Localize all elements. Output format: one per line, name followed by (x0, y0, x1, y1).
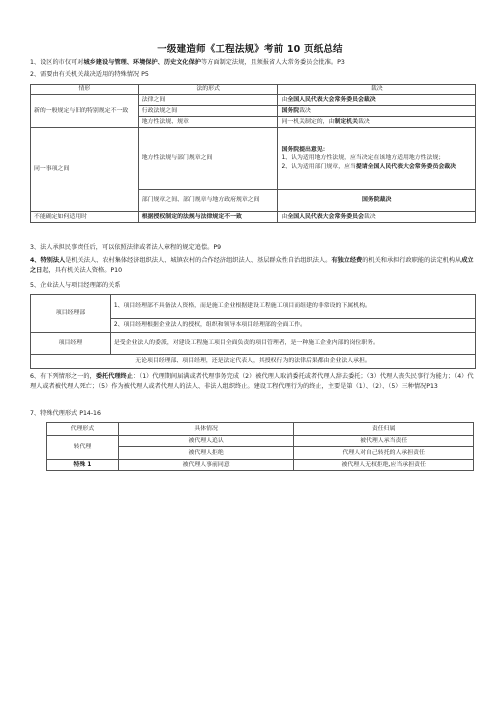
table-row (31, 355, 476, 369)
table1-header-row (31, 85, 476, 95)
p1-bold: 城乡建设与管理、环境保护、历史文化保护 (83, 59, 201, 66)
table3-group-label: 转代理 (47, 436, 119, 460)
page-title: 一级建造师《工程法规》考前 10 页纸总结 (157, 44, 343, 55)
table-row (47, 436, 474, 447)
table-special-cases (30, 84, 476, 223)
table3-liability: 被代理人承当责任 (294, 436, 474, 447)
table1-cell-form: 部门规章之间、部门规章与地方政府规章之间 (138, 190, 278, 212)
paragraph-6: 6、有下列情形之一的，委托代理终止：（1）代理期间届满或者代理事务完成（2）被代理人取消委托或者代理人辞去委托；（3）代理人丧失民事行为能力；（4）代理人或者被代理人死亡；（5）作为被代理人或者代理人的法人、非法人组织终止。建设工程代理行为的终止，主要是第（1）、（2）、（5）三种情况P13 (30, 373, 474, 390)
table1-cell-form: 行政法规之间 (138, 106, 278, 117)
paragraph-3: 3、法人承担民事责任后，可以依照法律或者法人章程的规定追偿。P9 (30, 244, 222, 251)
paragraph-7: 7、特殊代理形式 P14-16 (30, 410, 101, 417)
table1-group1-label: 新的一般规定与旧的特别规定不一致 (31, 95, 139, 128)
paragraph-1 (30, 58, 476, 68)
paragraph-4: 4、特别法人是机关法人、农村集体经济组织法人、城镇农村的合作经济组织法人、基层群众性自治组织法人。有独立经费的机关和承担行政职能的法定机构从成立之日起，具有机关法人资格。P10 (30, 257, 474, 274)
table1-cell-form: 地方性法规、规章 (138, 117, 278, 128)
table1-cell-ruling: 国务院提出意见： 1、认为适用地方性法规，应当决定在该地方适用地方性法规； 2、认为适用部门规章，应当提请全国人民代表大会常务委员会裁决 (278, 128, 476, 190)
table-row (31, 95, 476, 106)
table1-cell-form: 地方性法规与部门规章之间 (138, 128, 278, 190)
table1-last-label: 不能确定如何适用时 (31, 212, 139, 223)
table1-cell-ruling: 国务院裁决 (278, 190, 476, 212)
table3-situation: 被代理人事前同意 (118, 460, 294, 471)
table3-header: 具体情况 (118, 423, 294, 436)
table1-header: 裁决 (278, 85, 476, 95)
table3-situation: 被代理人追认 (118, 436, 294, 447)
paragraph-5: 5、企业法人与项目经理部的关系 (30, 282, 121, 289)
table1-cell-form: 根据授权制定的法规与法律规定不一致 (138, 212, 278, 223)
table1-header: 情形 (31, 85, 139, 95)
table1-cell-ruling: 由全国人民代表大会常务委员会裁决 (278, 212, 476, 223)
table2-dept-label: 项目经理部 (31, 295, 111, 333)
table-enterprise-project (30, 294, 476, 369)
table3-header: 代理形式 (47, 423, 119, 436)
table2-mgr-text: 是受企业法人的委派，对建设工程施工项目全面负责的项目管理者，是一种施工企业内部的岗位职务。 (110, 333, 475, 355)
table1-cell-form: 法律之间 (138, 95, 278, 106)
table-row (31, 128, 476, 190)
table-row (47, 460, 474, 471)
table2-mgr-label: 项目经理 (31, 333, 111, 355)
table2-footer: 无论项目经理部、项目经理，还是法定代表人，其授权行为的法律后果都由企业法人承担。 (31, 355, 476, 369)
p1-prefix: 1、设区的市仅可对 (30, 59, 84, 66)
table1-cell-ruling: 由全国人民代表大会常务委员会裁决 (278, 95, 476, 106)
table-row (31, 212, 476, 223)
table1-group2-label: 同一事项之间 (31, 128, 139, 212)
p1-suffix: 等方面制定法规，且须报省人大常务委员会批准。P3 (201, 59, 345, 66)
table3-special-label: 特殊 1 (47, 460, 119, 471)
paragraph-2: 2、需要由有关机关裁决适用的特殊情况 P5 (30, 71, 149, 78)
table2-dept-line1: 1、项目经理部不具备法人资格，而是施工企业根据建设工程施工项目而组建的非常设的下属机构。 (110, 295, 475, 319)
table-special-agency (46, 422, 474, 471)
table2-dept-line2: 2、项目经理根据企业法人的授权，组织和领导本项目经理部的全面工作。 (110, 319, 475, 333)
table3-situation: 被代理人拒绝 (118, 447, 294, 460)
table1-header: 法的形式 (138, 85, 278, 95)
table1-cell-ruling: 国务院裁决 (278, 106, 476, 117)
table3-header-row (47, 423, 474, 436)
table3-liability: 被代理人无权拒绝,应当承担责任 (294, 460, 474, 471)
table1-cell-ruling: 同一机关制定的，由制定机关裁决 (278, 117, 476, 128)
table3-liability: 代理人对自己转托的人承担责任 (294, 447, 474, 460)
table-row (31, 333, 476, 355)
table3-header: 责任归属 (294, 423, 474, 436)
table-row (31, 295, 476, 319)
